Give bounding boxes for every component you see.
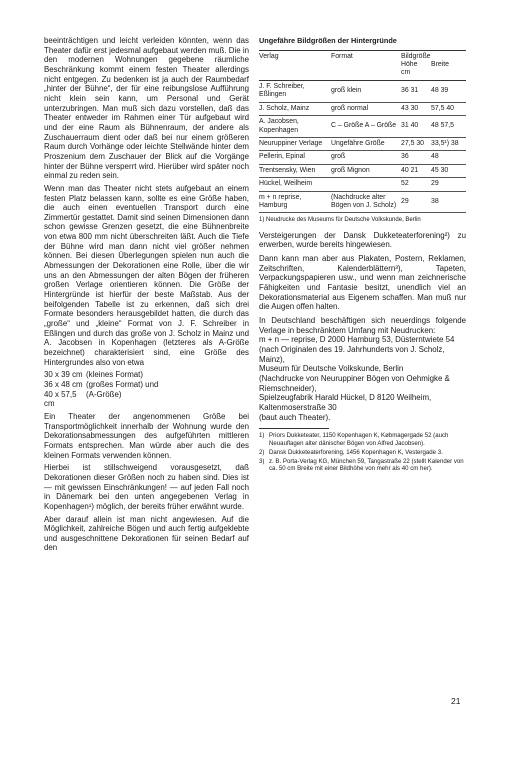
cell-hoehe: 40 21 xyxy=(401,164,431,177)
paragraph: In Deutschland beschäftigen sich neuerdings folgende Verlage in beschränktem Umfang mit Neudrucken: xyxy=(259,316,466,335)
header-format: Format xyxy=(331,50,401,80)
cell-hoehe: 29 xyxy=(401,191,431,213)
cell-verlag: Hückel, Weilheim xyxy=(259,178,331,191)
list-item: m + n — reprise, D 2000 Hamburg 53, Düsterntwiete 54 xyxy=(259,335,455,345)
cell-hoehe: 36 xyxy=(401,151,431,164)
footnote-text: Dansk Dukketeaterforening, 1456 Kopenhagen K, Vestergade 3. xyxy=(269,448,443,456)
table-title: Ungefähre Bildgrößen der Hintergründe xyxy=(259,36,397,45)
paragraph: Versteigerungen der Dansk Dukketeaterforening²) zu erwerben, wurde bereits hingewiesen. xyxy=(259,230,466,250)
cell-breite: 29 xyxy=(431,178,466,191)
cell-format: C – Größe A – Größe xyxy=(331,116,401,138)
cell-format: (Nachdrucke alter Bögen von J. Scholz) xyxy=(331,191,401,213)
cell-format: Ungefähre Größe xyxy=(331,137,401,150)
format-label: (A-Größe) xyxy=(86,389,122,399)
header-unit: cm xyxy=(401,69,411,77)
table-row xyxy=(259,191,466,213)
cell-verlag: J. F. Schreiber, Eßlingen xyxy=(259,80,331,102)
format-size: 30 x 39 cm xyxy=(44,370,83,380)
footnote-text: Priors Dukketeater, 1150 Kopenhagen K, Købmagergade 52 (auch Neuauflagen alter dänischer Bögen von Alfred Jacobsen). xyxy=(269,432,449,447)
list-item: (baut auch Theater). xyxy=(259,412,331,422)
publisher-list xyxy=(259,335,466,422)
footnote xyxy=(259,449,466,456)
list-item: Museum für Deutsche Volkskunde, Berlin xyxy=(259,364,404,374)
table-row xyxy=(259,178,466,191)
format-item xyxy=(44,390,249,409)
cell-verlag: Pellerin, Epinal xyxy=(259,151,331,164)
footnote-number: 2) xyxy=(259,448,265,456)
table-header-row xyxy=(259,50,466,80)
footnotes xyxy=(259,432,466,472)
table-row xyxy=(259,137,466,150)
paragraph: Aber darauf allein ist man nicht angewiesen. Auf die Möglichkeit, zahlreiche Bögen und auch fertig aufgeklebte und ausgeschnittene Dekorationen für seinen Bedarf auf den xyxy=(44,514,249,553)
right-column xyxy=(259,36,466,475)
cell-hoehe: 31 40 xyxy=(401,116,431,138)
table-row xyxy=(259,80,466,102)
footnote-text: z. B. Porta-Verlag KG, München 59, Tangastraße 22 (stellt Kalender von ca. 50 cm Breite mit einer Bildhöhe von mehr als 40 cm her). xyxy=(269,458,464,473)
header-size-sub xyxy=(401,61,466,69)
cell-verlag: Neuruppiner Verlage xyxy=(259,137,331,150)
cell-format: groß xyxy=(331,151,401,164)
list-item: Spielzeugfabrik Harald Hückel, D 8120 Weilheim, Kaltenmoserstraße 30 xyxy=(259,393,432,412)
header-hoehe: Höhe xyxy=(401,61,418,69)
format-size: 40 x 57,5 cm xyxy=(44,389,77,409)
cell-breite: 48 57,5 xyxy=(431,116,466,138)
header-size-label: Bildgröße xyxy=(401,52,431,60)
cell-hoehe: 52 xyxy=(401,178,431,191)
format-item xyxy=(44,370,249,380)
cell-breite: 33,5¹) 38 xyxy=(431,137,466,150)
paragraph: Ein Theater der angenommenen Größe bei Transportmöglichkeit innerhalb der Wohnung wurde den Dekorationsabmessungen des aufgeführten mittleren Formats entsprechen. Man würde aber auch die des kleinen Formats verwenden können. xyxy=(44,411,249,460)
format-label: (großes Format) und xyxy=(86,379,159,389)
cell-verlag: m + n reprise, Hamburg xyxy=(259,191,331,213)
footnote xyxy=(259,432,466,447)
footnote-number: 1) xyxy=(259,432,265,440)
table-row xyxy=(259,102,466,115)
footnote-number: 3) xyxy=(259,458,265,466)
cell-breite: 57,5 40 xyxy=(431,102,466,115)
cell-breite: 45 30 xyxy=(431,164,466,177)
cell-hoehe: 27,5 30 xyxy=(401,137,431,150)
image-size-table xyxy=(259,50,466,214)
cell-format xyxy=(331,178,401,191)
list-item: (nach Originalen des 19. Jahrhunderts von J. Scholz, Mainz), xyxy=(259,344,445,364)
left-column xyxy=(44,36,249,556)
cell-breite: 38 xyxy=(431,191,466,213)
cell-verlag: A. Jacobsen, Kopenhagen xyxy=(259,116,331,138)
cell-hoehe: 43 30 xyxy=(401,102,431,115)
cell-verlag: J. Scholz, Mainz xyxy=(259,102,331,115)
cell-format: groß Mignon xyxy=(331,164,401,177)
footnote xyxy=(259,458,466,473)
header-size xyxy=(401,50,466,80)
table-row xyxy=(259,151,466,164)
footnote-separator xyxy=(259,428,329,429)
paragraph: Hierbei ist stillschweigend vorausgesetzt, daß Dekorationen dieser Größen noch zu haben sind. Dies ist — mit gewissen Einschränkungen! — auf jeden Fall noch in Dänemark bei den unten angegebenen Verlag in Kopenhagen¹) möglich, der bereits früher erwähnt wurde. xyxy=(44,463,249,511)
list-item: (Nachdrucke von Neuruppiner Bögen von Oehmigke & Riemschneider), xyxy=(259,373,450,393)
header-breite: Breite xyxy=(431,61,450,69)
format-item xyxy=(44,380,249,390)
table-row xyxy=(259,116,466,138)
page-number: 21 xyxy=(451,696,461,706)
paragraph: beeinträchtigen und leicht verleiden könnten, wenn das Theater dafür erst jedesmal aufgebaut werden muß. Die in den modernen Wohnungen gegebene räumliche Beschränkung kommt einem festen Theater allerdings nicht entgegen. Zu bedenken ist ja auch der Raumbedarf „hinter der Bühne“, der für eine reibungslose Aufführung nicht klein sein kann, um Personal und Gerät unterzubringen. Man muß sich dazu vorstellen, daß das Theater entweder im Rahmen einer Tür aufgebaut wird und der eine Raum als Bühnenraum, der andere als Zuschauerraum dient oder daß bei nur einem größeren Raum durch Vorhänge oder leichte Stellwände hinter dem Proszenium dem Zuschauer der Blick auf die Vorgänge hinter der Bühne versperrt wird. Hierüber wird später noch einmal zu reden sein. xyxy=(44,36,249,181)
format-list xyxy=(44,370,249,409)
format-size: 36 x 48 cm xyxy=(44,379,83,389)
paragraph: Dann kann man aber aus Plakaten, Postern, Reklamen, Zeitschriften, Kalenderblättern³), Tapeten, Verpackungspapieren usw., und wenn man zeichnerische Fähigkeiten und Fantasie besitzt, unendlich viel an Dekorationsmaterial aus Eigenem schaffen. Man muß nur die Augen offen halten. xyxy=(259,254,466,312)
cell-format: groß klein xyxy=(331,80,401,102)
format-label: (kleines Format) xyxy=(86,370,143,380)
cell-breite: 48 xyxy=(431,151,466,164)
paragraph: Wenn man das Theater nicht stets aufgebaut an einem festen Platz belassen kann, sollte es eine Größe haben, die auch einen eventuellen Transport durch eine Zimmertür gestattet. Damit sind seinen Dimensionen dann schon gewisse Grenzen gesetzt, die eine Bühnenbreite von etwa 800 mm nicht überschreiten läßt. Auch die Tiefe der Bühne wird man dann nicht viel größer nehmen können. Bei diesen Überlegungen spielen nun auch die Abmessungen der Dekorationen eine Rolle, über die wir uns an den Abmessungen der alten Bögen der früheren großen Verlage orientieren können. Die Größe der Hintergründe ist hierfür der beste Maßstab. Aus der beifolgenden Tabelle ist zu erkennen, daß sich drei Formate besonders herausgebildet hatten, die durch das „große“ und „kleine“ Format von J. F. Schreiber in Eßlingen und durch das große von J. Scholz in Mainz und A. Jacobsen in Kopenhagen (letzteres als A-Größe bezeichnet) charakterisiert sind, eine Größe des Hintergrundes also von etwa xyxy=(44,183,249,367)
cell-breite: 48 39 xyxy=(431,80,466,102)
cell-format: groß normal xyxy=(331,102,401,115)
header-verlag: Verlag xyxy=(259,50,331,80)
cell-hoehe: 36 31 xyxy=(401,80,431,102)
table-row xyxy=(259,164,466,177)
cell-verlag: Trentsensky, Wien xyxy=(259,164,331,177)
table-footnote: 1) Neudrucke des Museums für Deutsche Volkskunde, Berlin xyxy=(259,217,421,224)
